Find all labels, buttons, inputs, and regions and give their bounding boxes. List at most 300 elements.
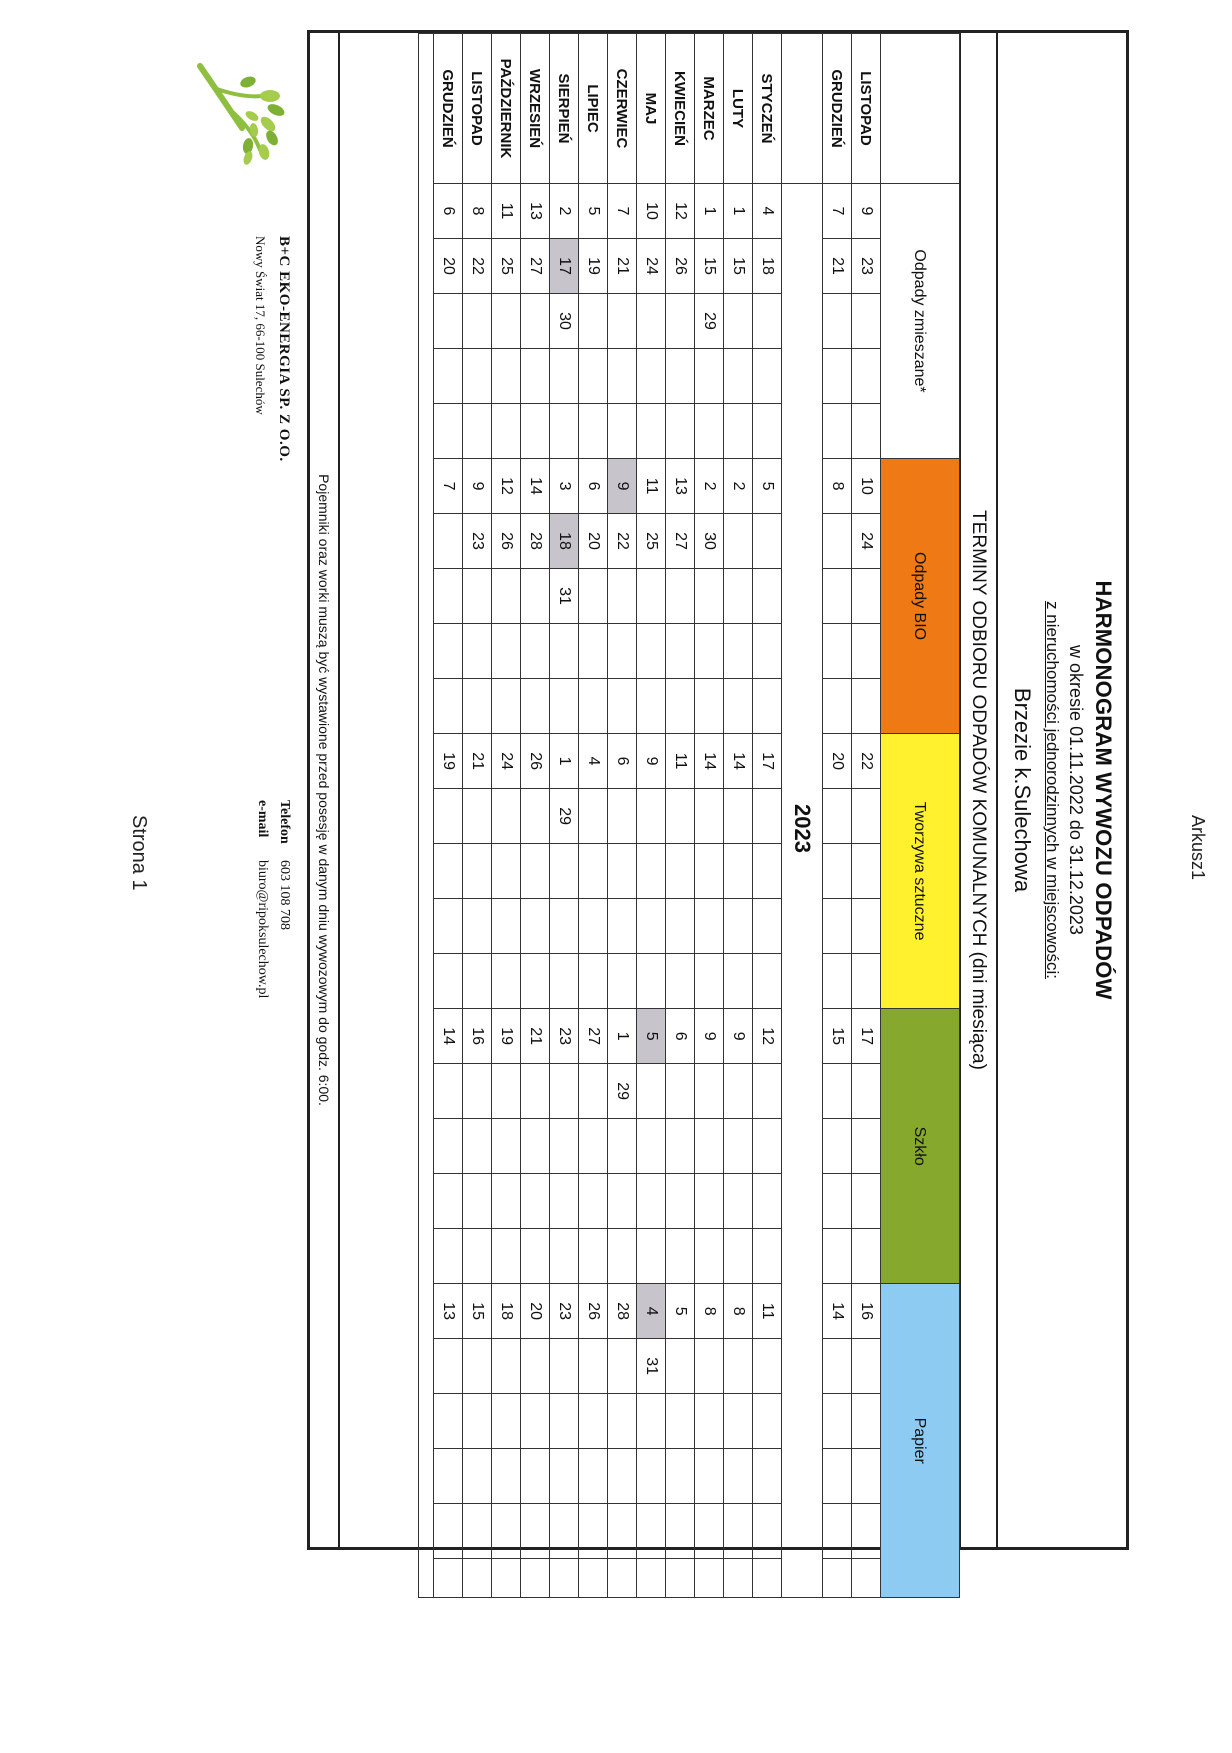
empty-cell (521, 1119, 550, 1174)
header-band (996, 33, 1126, 1547)
empty-cell (724, 1119, 753, 1174)
empty-cell (852, 1119, 881, 1174)
empty-cell (637, 1504, 666, 1559)
empty-cell (434, 624, 463, 679)
empty-cell (637, 1394, 666, 1449)
schedule-row (492, 34, 521, 1598)
paper-date-cell: 26 (579, 1284, 608, 1339)
empty-cell (637, 954, 666, 1009)
empty-cell (463, 679, 492, 734)
empty-cell (852, 624, 881, 679)
empty-cell (463, 1229, 492, 1284)
empty-cell (724, 1504, 753, 1559)
phone-number: 603 108 708 (277, 860, 292, 930)
bio-date-cell: 23 (463, 514, 492, 569)
glass-date-cell (463, 1064, 492, 1119)
bio-date-cell (823, 569, 852, 624)
empty-cell (753, 404, 782, 459)
bio-date-cell (521, 569, 550, 624)
plastic-date-cell (492, 789, 521, 844)
bio-date-cell: 11 (637, 459, 666, 514)
mixed-date-cell (823, 294, 852, 349)
month-name: GRUDZIEŃ (823, 34, 852, 184)
empty-cell (852, 349, 881, 404)
company-name: B+C EKO-ENERGIA SP. Z O.O. (276, 236, 292, 462)
mixed-date-cell: 1 (695, 184, 724, 239)
plastic-date-cell (695, 789, 724, 844)
empty-cell (550, 954, 579, 1009)
bio-date-cell (666, 569, 695, 624)
empty-cell (550, 1559, 579, 1598)
empty-cell (434, 1504, 463, 1559)
month-name: LISTOPAD (463, 34, 492, 184)
empty-cell (666, 844, 695, 899)
bio-date-cell: 20 (579, 514, 608, 569)
month-name: STYCZEŃ (753, 34, 782, 184)
schedule-row (753, 34, 782, 1598)
paper-date-cell (463, 1339, 492, 1394)
glass-date-cell (666, 1064, 695, 1119)
empty-cell (434, 899, 463, 954)
paper-date-cell: 23 (550, 1284, 579, 1339)
empty-cell (724, 899, 753, 954)
plastic-date-cell (823, 789, 852, 844)
mixed-date-cell: 10 (637, 184, 666, 239)
empty-cell (666, 1449, 695, 1504)
month-name: MARZEC (695, 34, 724, 184)
glass-date-cell (724, 1064, 753, 1119)
plastic-date-cell (753, 789, 782, 844)
empty-cell (852, 1394, 881, 1449)
empty-cell (695, 1119, 724, 1174)
mixed-date-cell: 2 (550, 184, 579, 239)
empty-cell (521, 899, 550, 954)
empty-cell (463, 624, 492, 679)
empty-cell (521, 404, 550, 459)
plastic-date-cell: 1 (550, 734, 579, 789)
empty-cell (695, 679, 724, 734)
empty-cell (608, 1229, 637, 1284)
bio-date-cell: 9 (608, 459, 637, 514)
empty-cell (521, 1229, 550, 1284)
empty-cell (521, 679, 550, 734)
empty-cell (521, 1504, 550, 1559)
gap-cell (419, 34, 434, 1598)
empty-cell (434, 1229, 463, 1284)
empty-cell (823, 1449, 852, 1504)
empty-cell (724, 1449, 753, 1504)
glass-date-cell: 1 (608, 1009, 637, 1064)
mixed-date-cell: 23 (852, 239, 881, 294)
glass-date-cell: 16 (463, 1009, 492, 1064)
empty-cell (579, 1504, 608, 1559)
empty-cell (492, 1174, 521, 1229)
mixed-date-cell (637, 294, 666, 349)
schedule-row (823, 34, 852, 1598)
paper-date-cell (579, 1339, 608, 1394)
plastic-date-cell (666, 789, 695, 844)
mixed-date-cell: 7 (608, 184, 637, 239)
bio-date-cell: 18 (550, 514, 579, 569)
empty-cell (852, 899, 881, 954)
bio-date-cell: 5 (753, 459, 782, 514)
empty-cell (852, 1504, 881, 1559)
empty-cell (753, 1449, 782, 1504)
empty-cell (666, 1559, 695, 1598)
empty-cell (463, 1394, 492, 1449)
glass-date-cell (434, 1064, 463, 1119)
empty-cell (608, 624, 637, 679)
empty-cell (521, 844, 550, 899)
locality-name: Brzezie k.Sulechowa (1010, 687, 1035, 893)
bio-date-cell: 22 (608, 514, 637, 569)
category-header-row (881, 34, 960, 1598)
paper-date-cell (608, 1339, 637, 1394)
empty-cell (852, 1229, 881, 1284)
empty-cell (753, 1119, 782, 1174)
mixed-date-cell: 13 (521, 184, 550, 239)
empty-cell (724, 1394, 753, 1449)
mixed-date-cell: 5 (579, 184, 608, 239)
bio-date-cell: 24 (852, 514, 881, 569)
glass-date-cell: 5 (637, 1009, 666, 1064)
mixed-date-cell: 8 (463, 184, 492, 239)
empty-cell (695, 1174, 724, 1229)
glass-date-cell: 9 (724, 1009, 753, 1064)
empty-cell (550, 624, 579, 679)
mixed-date-cell: 27 (521, 239, 550, 294)
schedule-row (724, 34, 753, 1598)
empty-cell (521, 954, 550, 1009)
schedule-row (608, 34, 637, 1598)
empty-cell (823, 1174, 852, 1229)
paper-date-cell (852, 1339, 881, 1394)
glass-date-cell: 23 (550, 1009, 579, 1064)
mixed-date-cell: 4 (753, 184, 782, 239)
plastic-date-cell: 26 (521, 734, 550, 789)
empty-cell (608, 1559, 637, 1598)
paper-date-cell (823, 1339, 852, 1394)
empty-cell (753, 1174, 782, 1229)
empty-cell (823, 1394, 852, 1449)
empty-cell (724, 1229, 753, 1284)
empty-cell (463, 1449, 492, 1504)
mixed-date-cell: 21 (608, 239, 637, 294)
glass-date-cell (492, 1064, 521, 1119)
mixed-date-cell: 26 (666, 239, 695, 294)
bio-date-cell: 8 (823, 459, 852, 514)
empty-cell (666, 404, 695, 459)
empty-cell (852, 1174, 881, 1229)
bio-date-cell (463, 569, 492, 624)
empty-cell (823, 844, 852, 899)
bio-date-cell: 30 (695, 514, 724, 569)
plastic-date-cell: 14 (695, 734, 724, 789)
empty-cell (823, 1504, 852, 1559)
bio-date-cell (852, 569, 881, 624)
empty-cell (637, 349, 666, 404)
empty-cell (823, 899, 852, 954)
schedule-table (418, 33, 960, 1598)
empty-cell (463, 1559, 492, 1598)
paper-date-cell (695, 1339, 724, 1394)
bio-date-cell: 2 (724, 459, 753, 514)
bio-date-cell (823, 514, 852, 569)
empty-cell (579, 899, 608, 954)
empty-cell (608, 404, 637, 459)
empty-cell (492, 679, 521, 734)
empty-cell (463, 404, 492, 459)
month-name: GRUDZIEŃ (434, 34, 463, 184)
plastic-date-cell (579, 789, 608, 844)
empty-cell (724, 404, 753, 459)
empty-cell (608, 899, 637, 954)
empty-cell (695, 1504, 724, 1559)
empty-cell (463, 954, 492, 1009)
empty-cell (852, 1559, 881, 1598)
paper-date-cell: 8 (695, 1284, 724, 1339)
empty-cell (492, 1119, 521, 1174)
paper-date-cell (753, 1339, 782, 1394)
schedule-row (463, 34, 492, 1598)
empty-cell (434, 404, 463, 459)
bio-date-cell: 9 (463, 459, 492, 514)
month-name: WRZESIEŃ (521, 34, 550, 184)
bio-date-cell (724, 514, 753, 569)
plastic-date-cell: 19 (434, 734, 463, 789)
empty-cell (666, 1229, 695, 1284)
empty-cell (637, 1119, 666, 1174)
empty-cell (521, 1394, 550, 1449)
empty-cell (492, 404, 521, 459)
empty-cell (724, 349, 753, 404)
schedule-row (666, 34, 695, 1598)
mixed-date-cell: 9 (852, 184, 881, 239)
mixed-date-cell: 22 (463, 239, 492, 294)
empty-cell (637, 679, 666, 734)
mixed-date-cell: 6 (434, 184, 463, 239)
plastic-date-cell (637, 789, 666, 844)
glass-date-cell (579, 1064, 608, 1119)
empty-cell (753, 1229, 782, 1284)
bio-date-cell (753, 514, 782, 569)
paper-date-cell: 20 (521, 1284, 550, 1339)
empty-cell (666, 954, 695, 1009)
empty-cell (637, 404, 666, 459)
leaf-logo-icon (182, 58, 292, 168)
empty-cell (434, 349, 463, 404)
empty-cell (579, 404, 608, 459)
empty-cell (666, 1394, 695, 1449)
mixed-date-cell (492, 294, 521, 349)
empty-cell (434, 679, 463, 734)
empty-cell (666, 899, 695, 954)
month-name: MAJ (637, 34, 666, 184)
paper-date-cell: 31 (637, 1339, 666, 1394)
email-label: e-mail (255, 800, 270, 838)
empty-cell (695, 954, 724, 1009)
bio-date-cell: 2 (695, 459, 724, 514)
mixed-date-cell (666, 294, 695, 349)
empty-cell (666, 1504, 695, 1559)
empty-cell (579, 349, 608, 404)
empty-cell (550, 844, 579, 899)
empty-cell (666, 624, 695, 679)
empty-cell (637, 844, 666, 899)
empty-cell (695, 1229, 724, 1284)
empty-cell (608, 1174, 637, 1229)
glass-date-cell: 27 (579, 1009, 608, 1064)
bio-date-cell (492, 569, 521, 624)
empty-cell (823, 954, 852, 1009)
empty-cell (724, 1559, 753, 1598)
paper-date-cell: 4 (637, 1284, 666, 1339)
glass-date-cell (695, 1064, 724, 1119)
mixed-date-cell: 7 (823, 184, 852, 239)
mixed-date-cell (434, 294, 463, 349)
empty-cell (434, 954, 463, 1009)
empty-cell (434, 1119, 463, 1174)
empty-cell (550, 1229, 579, 1284)
plastic-date-cell (521, 789, 550, 844)
empty-cell (550, 1119, 579, 1174)
empty-cell (608, 1504, 637, 1559)
mixed-date-cell: 24 (637, 239, 666, 294)
mixed-date-cell: 12 (666, 184, 695, 239)
glass-date-cell: 9 (695, 1009, 724, 1064)
empty-cell (434, 1449, 463, 1504)
plastic-date-cell: 22 (852, 734, 881, 789)
empty-cell (492, 1504, 521, 1559)
mixed-date-cell: 19 (579, 239, 608, 294)
empty-cell (753, 1504, 782, 1559)
plastic-date-cell: 20 (823, 734, 852, 789)
empty-cell (695, 404, 724, 459)
category-plastic: Tworzywa sztuczne (881, 734, 960, 1009)
phone-label: Telefon (277, 800, 292, 844)
bio-date-cell: 6 (579, 459, 608, 514)
empty-cell (637, 624, 666, 679)
empty-cell (521, 624, 550, 679)
empty-cell (666, 1174, 695, 1229)
mixed-date-cell (463, 294, 492, 349)
paper-date-cell: 15 (463, 1284, 492, 1339)
empty-cell (724, 954, 753, 1009)
empty-cell (550, 349, 579, 404)
empty-cell (608, 679, 637, 734)
empty-cell (463, 1174, 492, 1229)
mixed-date-cell (579, 294, 608, 349)
glass-date-cell: 15 (823, 1009, 852, 1064)
empty-cell (637, 899, 666, 954)
plastic-date-cell: 9 (637, 734, 666, 789)
empty-cell (463, 349, 492, 404)
paper-date-cell: 16 (852, 1284, 881, 1339)
empty-cell (463, 1504, 492, 1559)
sheet-label: Arkusz1 (1188, 815, 1208, 881)
empty-cell (666, 1119, 695, 1174)
month-name: CZERWIEC (608, 34, 637, 184)
glass-date-cell: 21 (521, 1009, 550, 1064)
month-name: KWIECIEŃ (666, 34, 695, 184)
mixed-date-cell (608, 294, 637, 349)
plastic-date-cell: 29 (550, 789, 579, 844)
mixed-date-cell (753, 294, 782, 349)
empty-cell (695, 624, 724, 679)
empty-cell (579, 1119, 608, 1174)
schedule-row (695, 34, 724, 1598)
empty-cell (492, 1559, 521, 1598)
table-caption: TERMINY ODBIORU ODPADÓW KOMUNALNYCH (dni miesiąca) (960, 33, 996, 1547)
empty-cell (637, 1449, 666, 1504)
gap-row (419, 34, 434, 1598)
mixed-date-cell: 21 (823, 239, 852, 294)
plastic-date-cell (724, 789, 753, 844)
empty-cell (434, 1394, 463, 1449)
empty-cell (724, 1174, 753, 1229)
empty-cell (579, 1174, 608, 1229)
bio-date-cell: 31 (550, 569, 579, 624)
mixed-date-cell: 15 (724, 239, 753, 294)
schedule-row (521, 34, 550, 1598)
month-name: SIERPIEŃ (550, 34, 579, 184)
plastic-date-cell (434, 789, 463, 844)
bio-date-cell (695, 569, 724, 624)
month-header-blank (881, 34, 960, 184)
bio-date-cell (434, 514, 463, 569)
schedule-frame (307, 30, 1129, 1550)
empty-cell (823, 404, 852, 459)
empty-cell (637, 1229, 666, 1284)
empty-cell (724, 679, 753, 734)
empty-cell (579, 844, 608, 899)
bio-date-cell (608, 569, 637, 624)
empty-cell (608, 1449, 637, 1504)
schedule-row (434, 34, 463, 1598)
bio-date-cell (637, 569, 666, 624)
mixed-date-cell: 1 (724, 184, 753, 239)
glass-date-cell (521, 1064, 550, 1119)
empty-cell (753, 624, 782, 679)
paper-date-cell (434, 1339, 463, 1394)
empty-cell (695, 844, 724, 899)
glass-date-cell: 6 (666, 1009, 695, 1064)
empty-cell (852, 679, 881, 734)
bio-date-cell: 12 (492, 459, 521, 514)
empty-cell (823, 1119, 852, 1174)
empty-cell (666, 349, 695, 404)
plastic-date-cell: 21 (463, 734, 492, 789)
empty-cell (492, 1229, 521, 1284)
empty-cell (852, 844, 881, 899)
empty-cell (579, 1559, 608, 1598)
empty-cell (550, 1449, 579, 1504)
bio-date-cell (753, 569, 782, 624)
plastic-date-cell: 11 (666, 734, 695, 789)
paper-date-cell: 14 (823, 1284, 852, 1339)
empty-cell (823, 624, 852, 679)
empty-cell (608, 844, 637, 899)
empty-cell (463, 1119, 492, 1174)
empty-cell (724, 624, 753, 679)
mixed-date-cell: 17 (550, 239, 579, 294)
contact-block (232, 800, 292, 1200)
empty-cell (608, 1394, 637, 1449)
schedule-row (579, 34, 608, 1598)
category-paper: Papier (881, 1284, 960, 1598)
empty-cell (579, 1394, 608, 1449)
plastic-date-cell: 17 (753, 734, 782, 789)
